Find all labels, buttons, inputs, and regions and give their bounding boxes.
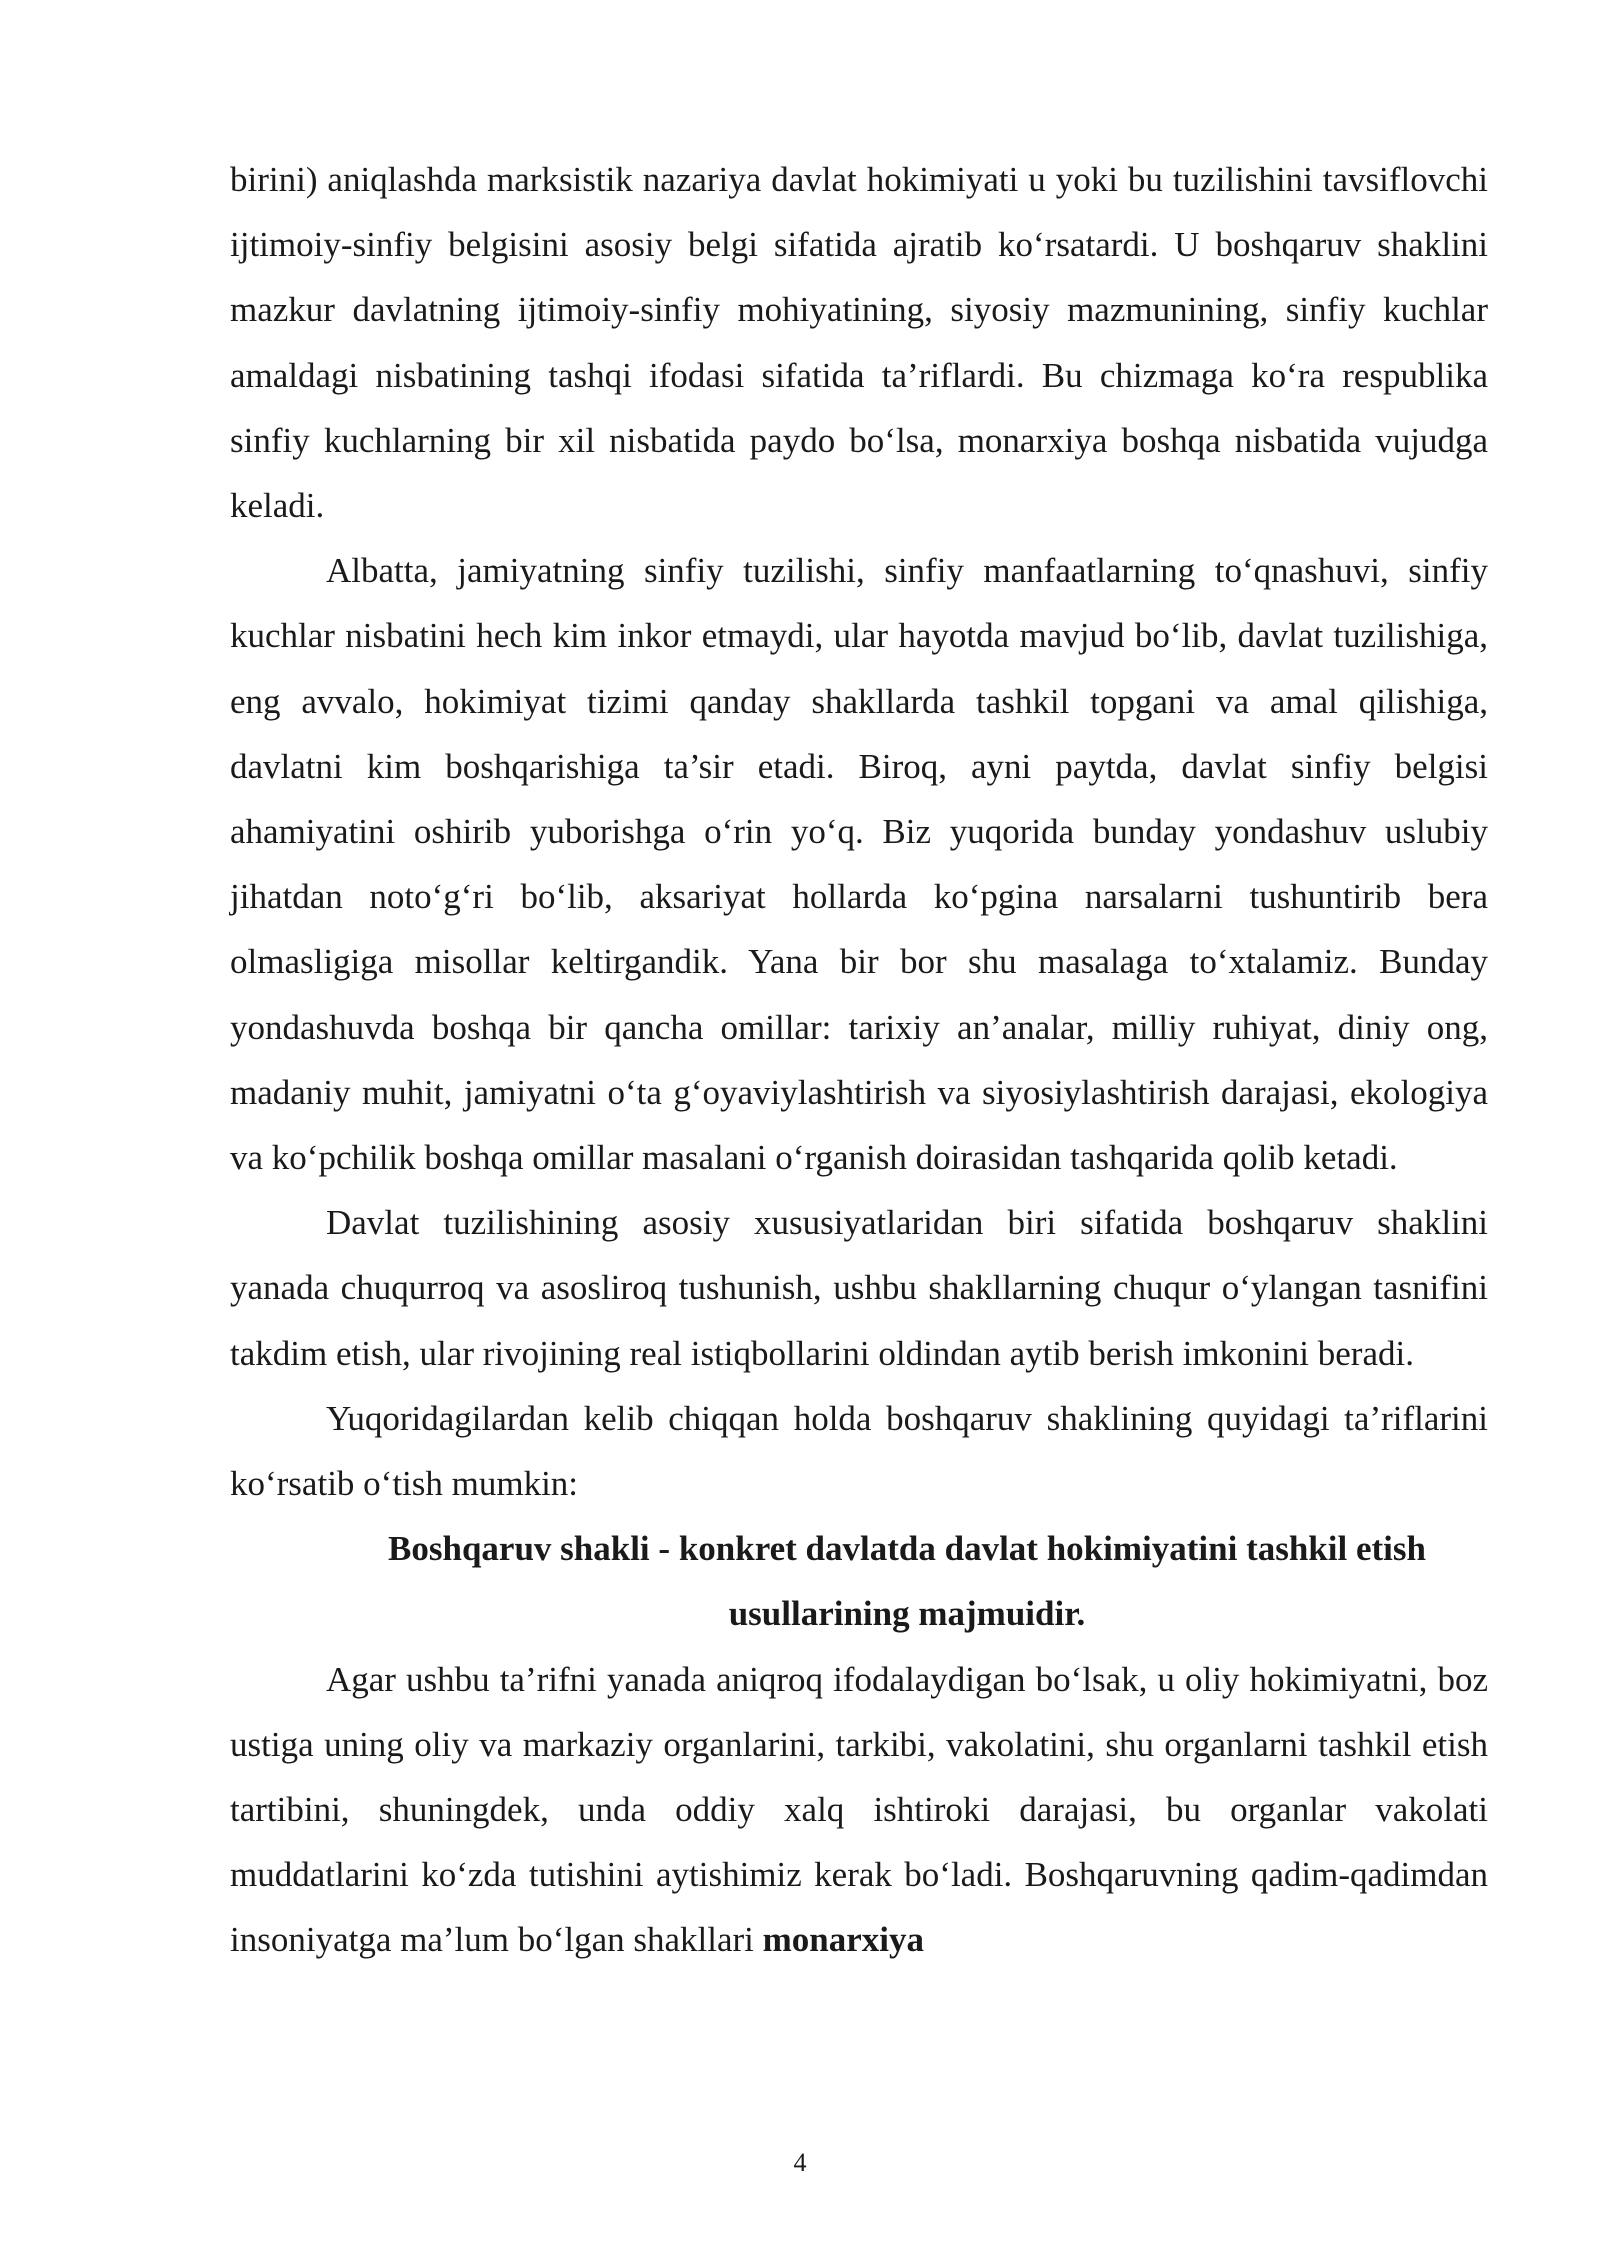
paragraph-3: Davlat tuzilishining asosiy xususiyatlaridan biri sifatida boshqaruv shaklini yanada chuqurroq va asosliroq tushunish, ushbu shakllarning chuqur o‘ylangan tasnifini takdim etish, ular rivojining real istiqbollarini oldindan aytib berish imkonini beradi. xyxy=(230,1203,1488,1373)
paragraph-5-bold-term: monarxiya xyxy=(762,1920,925,1960)
paragraph-1: birini) aniqlashda marksistik nazariya davlat hokimiyati u yoki bu tuzilishini tavsiflovchi ijtimoiy-sinfiy belgisini asosiy belgi sifatida ajratib ko‘rsatardi. U boshqaruv shaklini mazkur davlatning ijtimoiy-sinfiy mohiyatining, siyosiy mazmunining, sinfiy kuchlar amaldagi nisbatining tashqi ifodasi sifatida ta’riflardi. Bu chizmaga ko‘ra respublika sinfiy kuchlarning bir xil nisbatida paydo bo‘lsa, monarxiya boshqa nisbatida vujudga keladi. xyxy=(230,160,1488,526)
paragraph-5-text: Agar ushbu ta’rifni yanada aniqroq ifodalaydigan bo‘lsak, u oliy hokimiyatni, boz ustiga uning oliy va markaziy organlarini, tarkibi, vakolatini, shu organlarni tashkil etish tartibini, shuningdek, unda oddiy xalq ishtiroki darajasi, bu organlar vakolati muddatlarini ko‘zda tutishini aytishimiz kerak bo‘ladi. Boshqaruvning qadim-qadimdan insoniyatga ma’lum bo‘lgan shakllari xyxy=(230,1659,1488,1960)
page-number: 4 xyxy=(793,2148,807,2177)
paragraph-5 xyxy=(230,1647,1488,1973)
paragraph-4: Yuqoridagilardan kelib chiqqan holda boshqaruv shaklining quyidagi ta’riflarini ko‘rsatib o‘tish mumkin: xyxy=(230,1398,1488,1504)
paragraph-2: Albatta, jamiyatning sinfiy tuzilishi, sinfiy manfaatlarning to‘qnashuvi, sinfiy kuchlar nisbatini hech kim inkor etmaydi, ular hayotda mavjud bo‘lib, davlat tuzilishiga, eng avvalo, hokimiyat tizimi qanday shakllarda tashkil topgani va amal qilishiga, davlatni kim boshqarishiga ta’sir etadi. Biroq, ayni paytda, davlat sinfiy belgisi ahamiyatini oshirib yuborishga o‘rin yo‘q. Biz yuqorida bunday yondashuv uslubiy jihatdan noto‘g‘ri bo‘lib, aksariyat hollarda ko‘pgina narsalarni tushuntirib bera olmasligiga misollar keltirgandik. Yana bir bor shu masalaga to‘xtalamiz. Bunday yondashuvda boshqa bir qancha omillar: tarixiy an’analar, milliy ruhiyat, diniy ong, madaniy muhit, jamiyatni o‘ta g‘oyaviylashtirish va siyosiylashtirish darajasi, ekologiya va ko‘pchilik boshqa omillar masalani o‘rganish doirasidan tashqarida qolib ketadi. xyxy=(230,551,1488,1178)
document-page xyxy=(230,147,1488,1973)
definition-statement: Boshqaruv shakli - konkret davlatda davlat hokimiyatini tashkil etish usullarining majmuidir. xyxy=(388,1529,1426,1634)
